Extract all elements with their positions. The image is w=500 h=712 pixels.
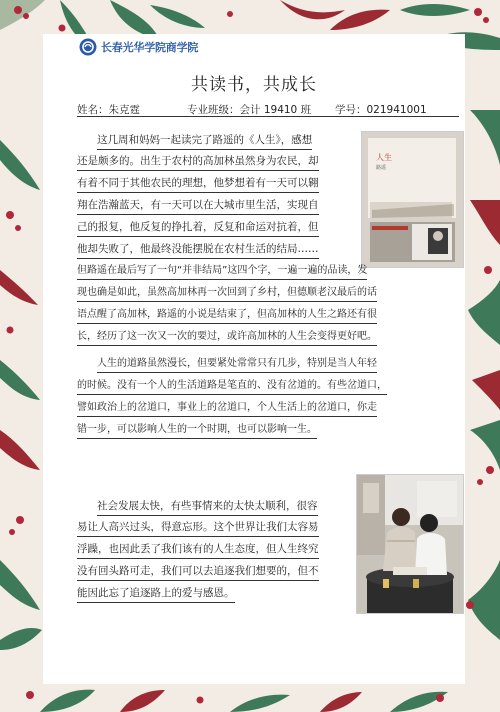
student-id: 学号：021941001 [335,104,427,116]
student-info [77,102,459,117]
body-line: 但路遥在最后写了一句“并非结局”这四个字，一遍一遍的品读，发 [77,263,367,280]
family-reading-photo [356,474,464,614]
document-page [43,34,465,684]
body-line: 有着不同于其他农民的理想，他梦想着有一天可以翱 [77,176,319,193]
body-line: 易让人高兴过头，得意忘形。这个世界让我们太容易 [77,520,319,537]
body-line: 能因此忘了追逐路上的爱与感恩。 [77,586,235,603]
body-line: 譬如政治上的岔道口，事业上的岔道口，个人生活上的岔道口，你走 [77,400,377,417]
body-line: 长，经历了这一次又一次的要过，或许高加林的人生会变得更好吧。 [77,329,377,346]
body-line: 己的报复，他反复的挣扎着，反复和命运对抗着，但 [77,220,319,237]
body-line: 他却失败了，他最终没能摆脱在农村生活的结局…… [77,242,319,259]
body-line: 这几周和妈妈一起读完了路遥的《人生》，感想 [97,133,312,150]
body-line: 还是颇多的。出生于农村的高加林虽然身为农民，却 [77,154,319,171]
body-line: 人生的道路虽然漫长，但要紧处常常只有几步，特别是当人年轻 [97,356,377,373]
body-line: 社会发展太快，有些事情来的太快太顺利，很容 [97,499,318,516]
school-logo [79,38,198,56]
body-line: 浮躁，也因此丢了我们该有的人生态度，但人生终究 [77,542,319,559]
book-cover-author: 路遥 [376,165,387,171]
student-class: 专业班级：会计 19410 班 [187,104,312,116]
book-cover-title: 人生 [376,153,392,162]
body-line: 现也确是如此，虽然高加林再一次回到了乡村，但德顺老汉最后的话 [77,285,377,302]
student-name: 姓名：朱克霆 [77,104,140,116]
body-line: 没有回头路可走，我们可以去追逐我们想要的，但不 [77,564,319,581]
body-line: 错一步，可以影响人生的一个时期，也可以影响一生。 [77,422,317,439]
logo-text: 长春光华学院商学院 [101,41,199,54]
body-line: 翔在浩瀚蓝天，有一天可以在大城市里生活，实现自 [77,198,319,215]
page-title: 共读书，共成长 [191,75,317,95]
book-photo [361,131,464,268]
leaf-icon [150,5,205,28]
school-emblem-icon [79,38,97,56]
body-line: 的时候。没有一个人的生活道路是笔直的、没有岔道的。有些岔道口， [77,378,387,395]
body-line: 语点醒了高加林，路遥的小说是结束了，但高加林的人生之路还有很 [77,307,377,324]
